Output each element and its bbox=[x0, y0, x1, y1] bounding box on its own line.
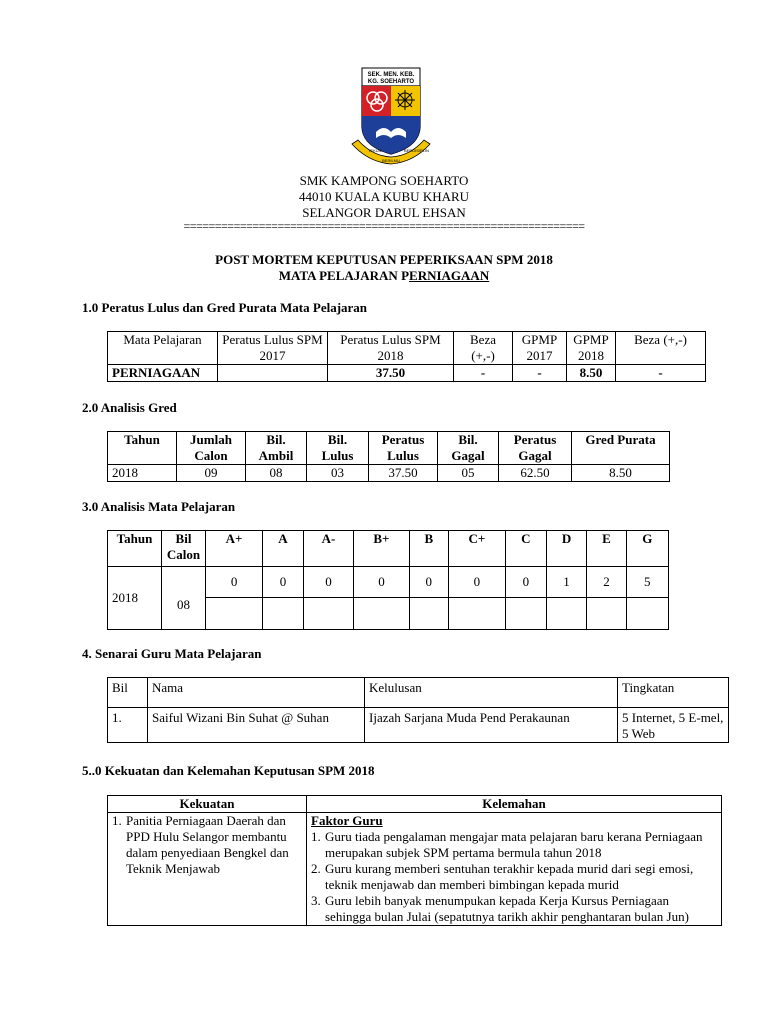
header-cell: Bil bbox=[108, 678, 148, 708]
header-cell: GPMP 2018 bbox=[567, 332, 616, 365]
table-header-row bbox=[108, 796, 722, 813]
cell-empty bbox=[546, 598, 587, 630]
header-cell: C bbox=[505, 531, 546, 567]
strength-weakness-table bbox=[107, 795, 722, 926]
header-cell: Peratus Lulus SPM 2017 bbox=[218, 332, 328, 365]
pass-rate-table bbox=[107, 331, 706, 382]
school-crest-logo bbox=[348, 66, 434, 170]
cell-grade: 0 bbox=[505, 567, 546, 598]
table-row bbox=[108, 365, 706, 382]
header-cell: Kekuatan bbox=[108, 796, 307, 813]
cell: 5 Internet, 5 E-mel, 5 Web bbox=[618, 708, 729, 743]
header-cell: A- bbox=[303, 531, 353, 567]
kelemahan-cell bbox=[307, 813, 722, 926]
subtitle-p: P bbox=[401, 268, 410, 283]
cell: 08 bbox=[246, 465, 307, 482]
school-address-1: 44010 KUALA KUBU KHARU bbox=[298, 189, 470, 204]
document-subtitle bbox=[0, 268, 768, 284]
cell-empty bbox=[263, 598, 304, 630]
cell-empty bbox=[626, 598, 668, 630]
cell-grade: 0 bbox=[206, 567, 263, 598]
header-cell: E bbox=[587, 531, 626, 567]
header-cell: Mata Pelajaran bbox=[108, 332, 218, 365]
header-cell: Bil. Lulus bbox=[307, 432, 369, 465]
cell-grade: 0 bbox=[448, 567, 505, 598]
logo-motto-left: TEKUN bbox=[368, 148, 382, 153]
cell-grade: 0 bbox=[409, 567, 448, 598]
header-cell: A+ bbox=[206, 531, 263, 567]
header-cell: C+ bbox=[448, 531, 505, 567]
school-name: SMK KAMPONG SOEHARTO bbox=[299, 173, 469, 188]
header-cell: B bbox=[409, 531, 448, 567]
section-2-heading: 2.0 Analisis Gred bbox=[82, 400, 177, 415]
header-cell: Tahun bbox=[108, 531, 162, 567]
cell: 37.50 bbox=[328, 365, 454, 382]
cell: Saiful Wizani Bin Suhat @ Suhan bbox=[148, 708, 365, 743]
section-4-heading: 4. Senarai Guru Mata Pelajaran bbox=[82, 646, 262, 661]
table-header-row bbox=[108, 332, 706, 365]
cell: 03 bbox=[307, 465, 369, 482]
header-cell: Kelemahan bbox=[307, 796, 722, 813]
header-cell: Jumlah Calon bbox=[177, 432, 246, 465]
document-title: POST MORTEM KEPUTUSAN PEPERIKSAAN SPM 2018 bbox=[215, 252, 553, 267]
list-item: 2. Guru kurang memberi sentuhan terakhir kepada murid dari segi emosi, teknik menjawab dan memberi bimbingan kepada murid bbox=[311, 861, 694, 892]
table-row bbox=[108, 708, 729, 743]
school-address-2: SELANGOR DARUL EHSAN bbox=[302, 205, 466, 220]
cell: - bbox=[454, 365, 513, 382]
cell-grade: 2 bbox=[587, 567, 626, 598]
cell: - bbox=[616, 365, 706, 382]
header-cell: B+ bbox=[354, 531, 410, 567]
list-item: 1. Panitia Perniagaan Daerah dan PPD Hulu Selangor membantu dalam penyediaan Bengkel dan Teknik Menjawab bbox=[112, 813, 289, 876]
header-cell: Beza (+,-) bbox=[616, 332, 706, 365]
header-cell: Bil. Ambil bbox=[246, 432, 307, 465]
header-cell: Peratus Lulus bbox=[369, 432, 438, 465]
cell-empty bbox=[303, 598, 353, 630]
cell-subject: PERNIAGAAN bbox=[108, 365, 218, 382]
section-1-heading: 1.0 Peratus Lulus dan Gred Purata Mata Pelajaran bbox=[82, 300, 368, 315]
table-row bbox=[108, 813, 722, 926]
cell: 37.50 bbox=[369, 465, 438, 482]
cell: 1. bbox=[108, 708, 148, 743]
header-cell: A bbox=[263, 531, 304, 567]
subtitle-subject: ERNIAGAAN bbox=[409, 268, 490, 283]
logo-motto-mid: BERILMU bbox=[382, 158, 400, 163]
cell: Ijazah Sarjana Muda Pend Perakaunan bbox=[365, 708, 618, 743]
cell-grade: 1 bbox=[546, 567, 587, 598]
cell-empty bbox=[409, 598, 448, 630]
logo-motto-right: BERDISIPLIN bbox=[404, 148, 429, 153]
header-cell: D bbox=[546, 531, 587, 567]
logo-top-text: SEK. MEN. KEB. bbox=[367, 72, 415, 78]
header-cell: G bbox=[626, 531, 668, 567]
header-cell: Kelulusan bbox=[365, 678, 618, 708]
table-header-row bbox=[108, 531, 669, 567]
cell: - bbox=[513, 365, 567, 382]
cell-year: 2018 bbox=[108, 567, 162, 630]
table-header-row bbox=[108, 678, 729, 708]
cell-grade: 0 bbox=[263, 567, 304, 598]
header-cell: Gred Purata bbox=[572, 432, 670, 465]
subtitle-prefix: MATA PELAJARAN bbox=[278, 268, 402, 283]
header-cell: Tingkatan bbox=[618, 678, 729, 708]
header-cell: Tahun bbox=[108, 432, 177, 465]
section-5-heading: 5..0 Kekuatan dan Kelemahan Keputusan SPM 2018 bbox=[82, 763, 375, 778]
header-cell: GPMP 2017 bbox=[513, 332, 567, 365]
kelemahan-title: Faktor Guru bbox=[311, 813, 383, 828]
table-header-row bbox=[108, 432, 670, 465]
cell bbox=[218, 365, 328, 382]
list-item: 3. Guru lebih banyak menumpukan kepada Kerja Kursus Perniagaan sehingga bulan Julai (sepatutnya tarikh akhir penghantaran bulan Jun) bbox=[311, 893, 689, 924]
header-cell: Bil. Gagal bbox=[438, 432, 499, 465]
cell-grade: 0 bbox=[354, 567, 410, 598]
header-cell: Peratus Lulus SPM 2018 bbox=[328, 332, 454, 365]
section-3-heading: 3.0 Analisis Mata Pelajaran bbox=[82, 499, 236, 514]
separator-rule: ================================================================ bbox=[183, 219, 585, 233]
cell-empty bbox=[206, 598, 263, 630]
logo-sub-text: KG. SOEHARTO bbox=[367, 79, 415, 85]
cell-empty bbox=[587, 598, 626, 630]
subject-analysis-table bbox=[107, 530, 669, 630]
header-cell: Beza (+,-) bbox=[454, 332, 513, 365]
table-row bbox=[108, 465, 670, 482]
teacher-list-table bbox=[107, 677, 729, 743]
cell: 05 bbox=[438, 465, 499, 482]
cell: 8.50 bbox=[572, 465, 670, 482]
cell-empty bbox=[448, 598, 505, 630]
cell: 2018 bbox=[108, 465, 177, 482]
grade-analysis-table bbox=[107, 431, 670, 482]
kekuatan-cell bbox=[108, 813, 307, 926]
cell-calon: 08 bbox=[162, 567, 206, 630]
cell: 09 bbox=[177, 465, 246, 482]
header-cell: Peratus Gagal bbox=[499, 432, 572, 465]
header-cell: Bil Calon bbox=[162, 531, 206, 567]
cell: 62.50 bbox=[499, 465, 572, 482]
list-item: 1. Guru tiada pengalaman mengajar mata pelajaran baru kerana Perniagaan merupakan subjek SPM pertama bermula tahun 2018 bbox=[311, 829, 703, 860]
cell: 8.50 bbox=[567, 365, 616, 382]
cell-empty bbox=[505, 598, 546, 630]
cell-empty bbox=[354, 598, 410, 630]
cell-grade: 5 bbox=[626, 567, 668, 598]
cell-grade: 0 bbox=[303, 567, 353, 598]
table-row bbox=[108, 567, 669, 598]
header-cell: Nama bbox=[148, 678, 365, 708]
